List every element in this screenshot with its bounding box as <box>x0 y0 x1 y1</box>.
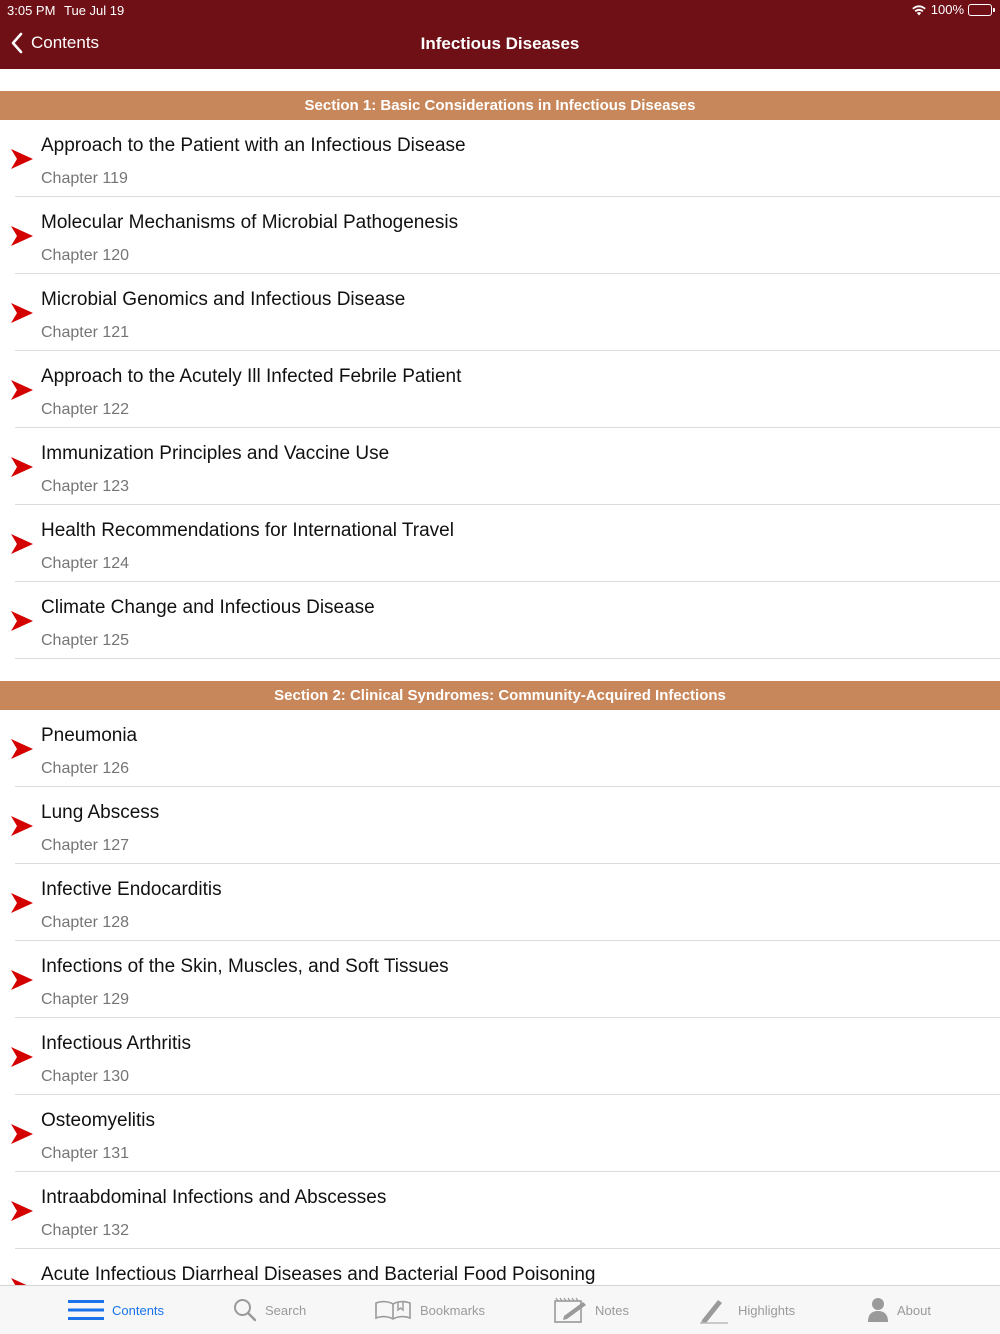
chapter-row[interactable] <box>15 1172 1000 1249</box>
chapter-title: Infections of the Skin, Muscles, and Soft Tissues <box>41 956 449 977</box>
chevron-left-icon <box>10 32 23 54</box>
section-header: Section 2: Clinical Syndromes: Community-Acquired Infections <box>0 681 1000 710</box>
tab-label: Notes <box>595 1302 629 1318</box>
chapter-number: Chapter 119 <box>41 170 128 187</box>
tab-label: Search <box>265 1302 307 1318</box>
list-icon <box>68 1299 104 1321</box>
chapter-number: Chapter 123 <box>41 478 130 495</box>
tab-label: Highlights <box>738 1302 796 1318</box>
tab-label: About <box>897 1302 931 1318</box>
chapter-title: Molecular Mechanisms of Microbial Pathogenesis <box>41 212 459 233</box>
arrow-right-icon <box>10 1276 34 1285</box>
chapter-row[interactable] <box>15 941 1000 1018</box>
chapter-number: Chapter 131 <box>41 1145 130 1162</box>
wifi-icon <box>911 4 927 16</box>
status-time: 3:05 PM <box>7 3 56 18</box>
arrow-right-icon <box>10 968 34 992</box>
section-list <box>0 710 1000 1285</box>
status-indicators <box>911 2 992 17</box>
chapter-row[interactable] <box>15 351 1000 428</box>
chapter-number: Chapter 128 <box>41 914 130 931</box>
chapter-row[interactable] <box>15 1095 1000 1172</box>
section-header: Section 1: Basic Considerations in Infectious Diseases <box>0 91 1000 120</box>
chapter-number: Chapter 122 <box>41 401 130 418</box>
arrow-right-icon <box>10 1045 34 1069</box>
chapter-number: Chapter 124 <box>41 555 130 572</box>
arrow-right-icon <box>10 737 34 761</box>
chapter-title: Intraabdominal Infections and Abscesses <box>41 1187 387 1208</box>
chapter-row[interactable] <box>15 1018 1000 1095</box>
arrow-right-icon <box>10 532 34 556</box>
chapter-row[interactable] <box>15 197 1000 274</box>
arrow-right-icon <box>10 814 34 838</box>
chapter-row[interactable] <box>15 864 1000 941</box>
chapter-title: Approach to the Acutely Ill Infected Febrile Patient <box>41 366 462 387</box>
chapter-row[interactable] <box>15 274 1000 351</box>
tab-contents[interactable] <box>68 1295 164 1325</box>
arrow-right-icon <box>10 1199 34 1223</box>
chapter-row[interactable] <box>15 120 1000 197</box>
tab-bookmarks[interactable] <box>374 1295 485 1325</box>
notes-icon <box>553 1296 587 1324</box>
chapter-title: Acute Infectious Diarrheal Diseases and Bacterial Food Poisoning <box>41 1264 596 1285</box>
status-date: Tue Jul 19 <box>64 3 125 18</box>
chapter-row[interactable] <box>15 787 1000 864</box>
tab-notes[interactable] <box>553 1295 629 1325</box>
chapter-number: Chapter 126 <box>41 760 130 777</box>
section-list <box>0 120 1000 659</box>
chapter-title: Lung Abscess <box>41 802 160 823</box>
chapter-title: Climate Change and Infectious Disease <box>41 597 375 618</box>
chapter-row[interactable] <box>15 710 1000 787</box>
chapter-row[interactable] <box>15 428 1000 505</box>
arrow-right-icon <box>10 609 34 633</box>
chapter-title: Infectious Arthritis <box>41 1033 191 1054</box>
arrow-right-icon <box>10 1122 34 1146</box>
page-title: Infectious Diseases <box>420 34 580 53</box>
chapter-title: Immunization Principles and Vaccine Use <box>41 443 390 464</box>
chapter-row[interactable] <box>15 505 1000 582</box>
battery-percent: 100% <box>930 2 964 17</box>
chapter-list[interactable] <box>0 69 1000 1285</box>
tab-bar <box>0 1285 1000 1334</box>
back-button[interactable] <box>10 32 99 54</box>
chapter-title: Approach to the Patient with an Infectious Disease <box>41 135 466 156</box>
chapter-title: Osteomyelitis <box>41 1110 156 1131</box>
chapter-number: Chapter 127 <box>41 837 130 854</box>
back-label: Contents <box>31 33 100 52</box>
chapter-number: Chapter 125 <box>41 632 130 649</box>
arrow-right-icon <box>10 301 34 325</box>
pen-icon <box>698 1296 730 1324</box>
chapter-title: Health Recommendations for International Travel <box>41 520 454 541</box>
chapter-number: Chapter 120 <box>41 247 130 264</box>
chapter-title: Infective Endocarditis <box>41 879 222 900</box>
battery-icon <box>968 4 992 16</box>
search-icon <box>233 1298 257 1322</box>
arrow-right-icon <box>10 147 34 171</box>
arrow-right-icon <box>10 378 34 402</box>
chapter-title: Microbial Genomics and Infectious Disease <box>41 289 406 310</box>
person-icon <box>867 1297 889 1323</box>
arrow-right-icon <box>10 224 34 248</box>
tab-search[interactable] <box>233 1295 306 1325</box>
tab-about[interactable] <box>867 1295 931 1325</box>
arrow-right-icon <box>10 455 34 479</box>
tab-highlights[interactable] <box>698 1295 795 1325</box>
chapter-number: Chapter 132 <box>41 1222 130 1239</box>
chapter-number: Chapter 121 <box>41 324 130 341</box>
book-icon <box>374 1299 412 1321</box>
chapter-title: Pneumonia <box>41 725 138 746</box>
tab-label: Bookmarks <box>420 1302 486 1318</box>
chapter-number: Chapter 130 <box>41 1068 130 1085</box>
arrow-right-icon <box>10 891 34 915</box>
chapter-row[interactable] <box>15 582 1000 659</box>
chapter-row[interactable] <box>15 1249 1000 1285</box>
tab-label: Contents <box>112 1302 165 1318</box>
chapter-number: Chapter 129 <box>41 991 130 1008</box>
navigation-bar <box>0 0 1000 69</box>
